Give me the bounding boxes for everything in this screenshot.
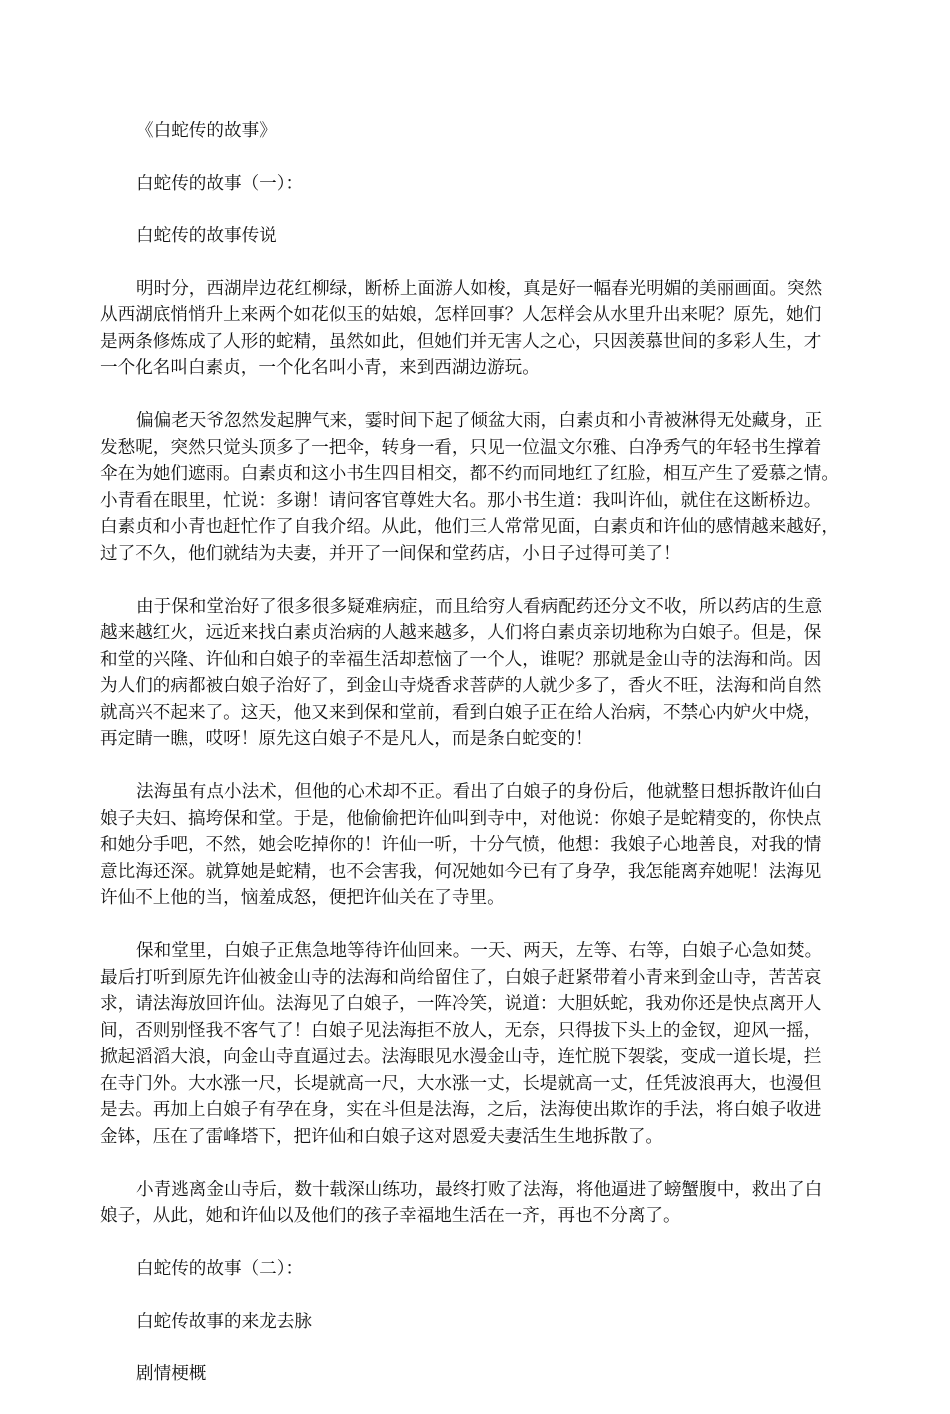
document-title: 《白蛇传的故事》 xyxy=(136,121,277,141)
paragraph-line: 由于保和堂治好了很多很多疑难病症，而且给穷人看病配药还分文不收，所以药店的生意 xyxy=(136,596,823,617)
paragraph-4 xyxy=(100,779,866,912)
paragraph-line: 越来越红火，远近来找白素贞治病的人越来越多，人们将白素贞亲切地称为白娘子。但是，保 xyxy=(100,623,822,643)
paragraph-line: 在寺门外。大水涨一尺，长堤就高一尺，大水涨一丈，长堤就高一丈，任凭波浪再大，也漫但 xyxy=(100,1073,822,1094)
paragraph-line: 过了不久，他们就结为夫妻，并开了一间保和堂药店，小日子过得可美了！ xyxy=(100,543,681,564)
paragraph-line: 就高兴不起来了。这天，他又来到保和堂前，看到白娘子正在给人治病，不禁心内妒火中烧， xyxy=(100,702,822,723)
section-subheading-2: 白蛇传故事的来龙去脉 xyxy=(136,1311,312,1332)
paragraph-line: 保和堂里，白娘子正焦急地等待许仙回来。一天、两天，左等、右等，白娘子心急如焚。 xyxy=(136,941,823,961)
paragraph-line: 掀起滔滔大浪，向金山寺直逼过去。法海眼见水漫金山寺，连忙脱下袈裟，变成一道长堤，拦 xyxy=(100,1047,822,1067)
paragraph-line: 是两条修炼成了人形的蛇精，虽然如此，但她们并无害人之心，只因羡慕世间的多彩人生，才 xyxy=(100,331,822,352)
paragraph-line: 间，否则别怪我不客气了！白娘子见法海拒不放人，无奈，只得拔下头上的金钗，迎风一摇， xyxy=(100,1020,822,1041)
paragraph-line: 是去。再加上白娘子有孕在身，实在斗但是法海，之后，法海使出欺诈的手法，将白娘子收进 xyxy=(100,1100,822,1120)
paragraph-6 xyxy=(100,1177,866,1230)
paragraph-line: 和堂的兴隆、许仙和白娘子的幸福生活却惹恼了一个人，谁呢？那就是金山寺的法海和尚。因 xyxy=(100,649,822,670)
paragraph-line: 伞在为她们遮雨。白素贞和这小书生四目相交，都不约而同地红了红脸，相互产生了爱慕之情。 xyxy=(100,464,839,484)
paragraph-2 xyxy=(100,408,866,567)
paragraph-3 xyxy=(100,594,866,753)
paragraph-line: 意比海还深。就算她是蛇精，也不会害我，何况她如今已有了身孕，我怎能离弃她呢！法海见 xyxy=(100,861,822,882)
paragraph-line: 发愁呢，突然只觉头顶多了一把伞，转身一看，只见一位温文尔雅、白净秀气的年轻书生撑着 xyxy=(100,437,822,458)
section-subsubheading-2: 剧情梗概 xyxy=(136,1364,207,1384)
paragraph-line: 白素贞和小青也赶忙作了自我介绍。从此，他们三人常常见面，白素贞和许仙的感情越来越好， xyxy=(100,517,839,537)
section-subheading-1: 白蛇传的故事传说 xyxy=(136,226,277,246)
paragraph-line: 小青看在眼里，忙说：多谢！请问客官尊姓大名。那小书生道：我叫许仙，就住在这断桥边。 xyxy=(100,490,822,511)
paragraph-line: 许仙不上他的当，恼羞成怒，便把许仙关在了寺里。 xyxy=(100,888,505,908)
paragraph-line: 和她分手吧，不然，她会吃掉你的！许仙一听，十分气愤，他想：我娘子心地善良，对我的情 xyxy=(100,835,822,855)
paragraph-line: 金钵，压在了雷峰塔下，把许仙和白娘子这对恩爱夫妻活生生地拆散了。 xyxy=(100,1126,664,1147)
paragraph-line: 再定睛一瞧，哎呀！原先这白娘子不是凡人，而是条白蛇变的！ xyxy=(100,729,593,749)
paragraph-line: 小青逃离金山寺后，数十载深山练功，最终打败了法海，将他逼进了螃蟹腹中，救出了白 xyxy=(136,1179,823,1200)
paragraph-line: 明时分，西湖岸边花红柳绿，断桥上面游人如梭，真是好一幅春光明媚的美丽画面。突然 xyxy=(136,278,823,299)
document-page xyxy=(100,118,866,1414)
paragraph-line: 从西湖底悄悄升上来两个如花似玉的姑娘，怎样回事？人怎样会从水里升出来呢？原先，她们 xyxy=(100,305,822,325)
paragraph-line: 娘子，从此，她和许仙以及他们的孩子幸福地生活在一齐，再也不分离了。 xyxy=(100,1206,681,1226)
paragraph-line: 偏偏老天爷忽然发起脾气来，霎时间下起了倾盆大雨，白素贞和小青被淋得无处藏身，正 xyxy=(136,411,823,431)
paragraph-line: 为人们的病都被白娘子治好了，到金山寺烧香求菩萨的人就少多了，香火不旺，法海和尚自然 xyxy=(100,676,822,696)
paragraph-5 xyxy=(100,938,866,1150)
paragraph-line: 求，请法海放回许仙。法海见了白娘子，一阵冷笑，说道：大胆妖蛇，我劝你还是快点离开人 xyxy=(100,994,822,1014)
section-heading-2: 白蛇传的故事（二）： xyxy=(136,1259,304,1279)
section-heading-1: 白蛇传的故事（一）： xyxy=(136,173,304,194)
paragraph-line: 法海虽有点小法术，但他的心术却不正。看出了白娘子的身份后，他就整日想拆散许仙白 xyxy=(136,782,823,802)
paragraph-line: 娘子夫妇、搞垮保和堂。于是，他偷偷把许仙叫到寺中，对他说：你娘子是蛇精变的，你快点 xyxy=(100,808,822,829)
paragraph-line: 最后打听到原先许仙被金山寺的法海和尚给留住了，白娘子赶紧带着小青来到金山寺，苦苦哀 xyxy=(100,967,822,988)
paragraph-line: 一个化名叫白素贞，一个化名叫小青，来到西湖边游玩。 xyxy=(100,358,540,378)
paragraph-1 xyxy=(100,276,866,382)
